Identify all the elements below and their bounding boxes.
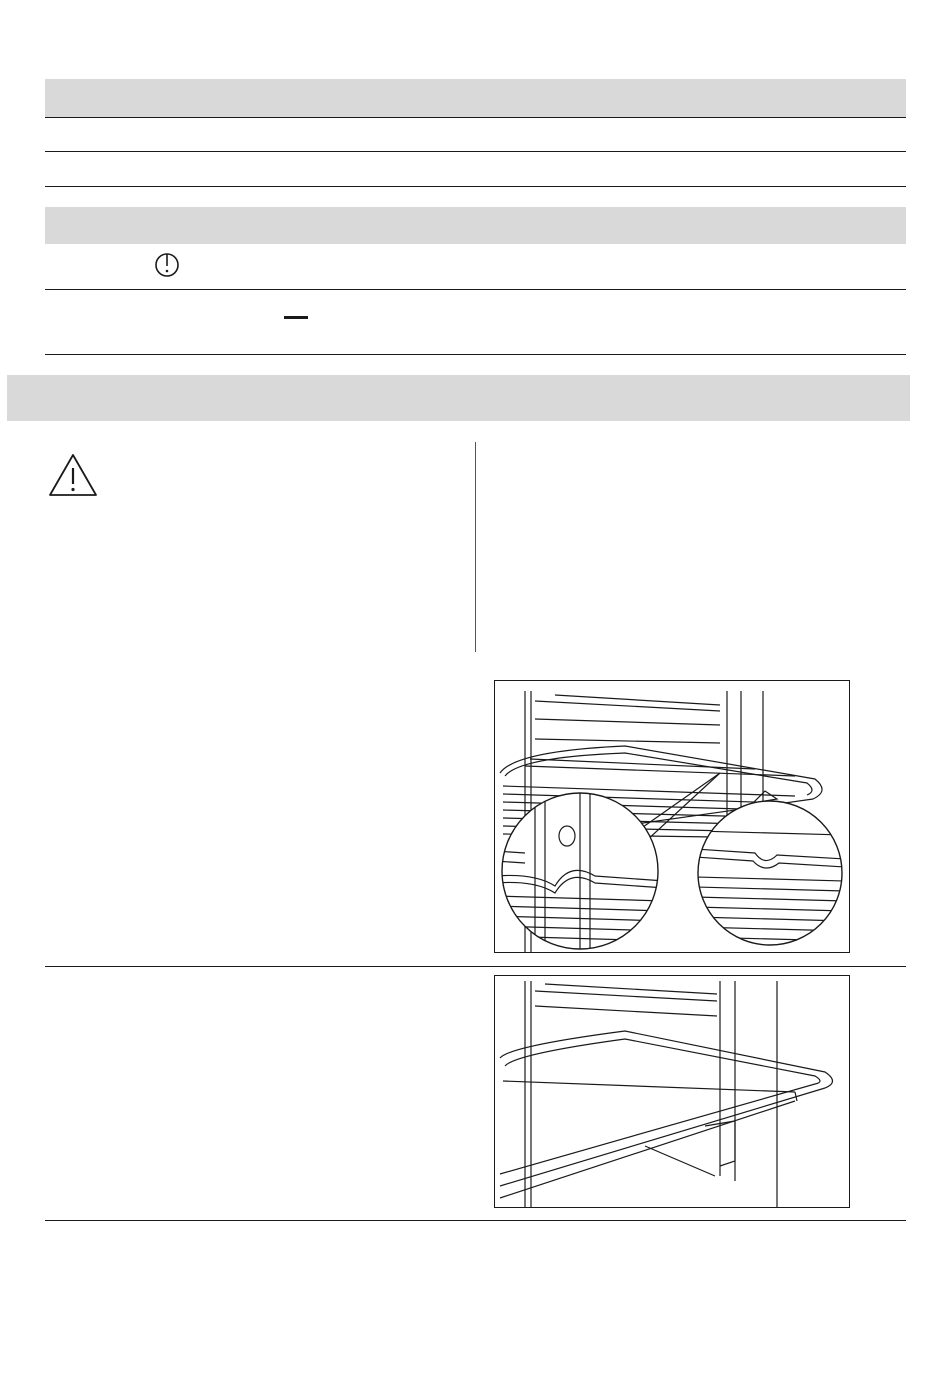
page-bottom-rule [45,1220,906,1221]
table1-row-divider [45,151,906,152]
oven-wire-shelf-illustration [494,680,850,953]
table2-bottom-rule [45,354,906,355]
column-separator [475,442,476,652]
table2-header-band [45,207,906,244]
table2-row-divider [45,289,906,290]
warning-triangle-icon [48,453,98,502]
clock-icon [153,251,181,284]
table1-bottom-rule [45,186,906,187]
section-heading-band [7,375,910,421]
minus-icon [284,308,308,326]
step-divider [45,966,906,967]
table1-header-band [45,79,906,117]
table1-header-rule [45,117,906,118]
oven-baking-tray-illustration [494,975,850,1208]
